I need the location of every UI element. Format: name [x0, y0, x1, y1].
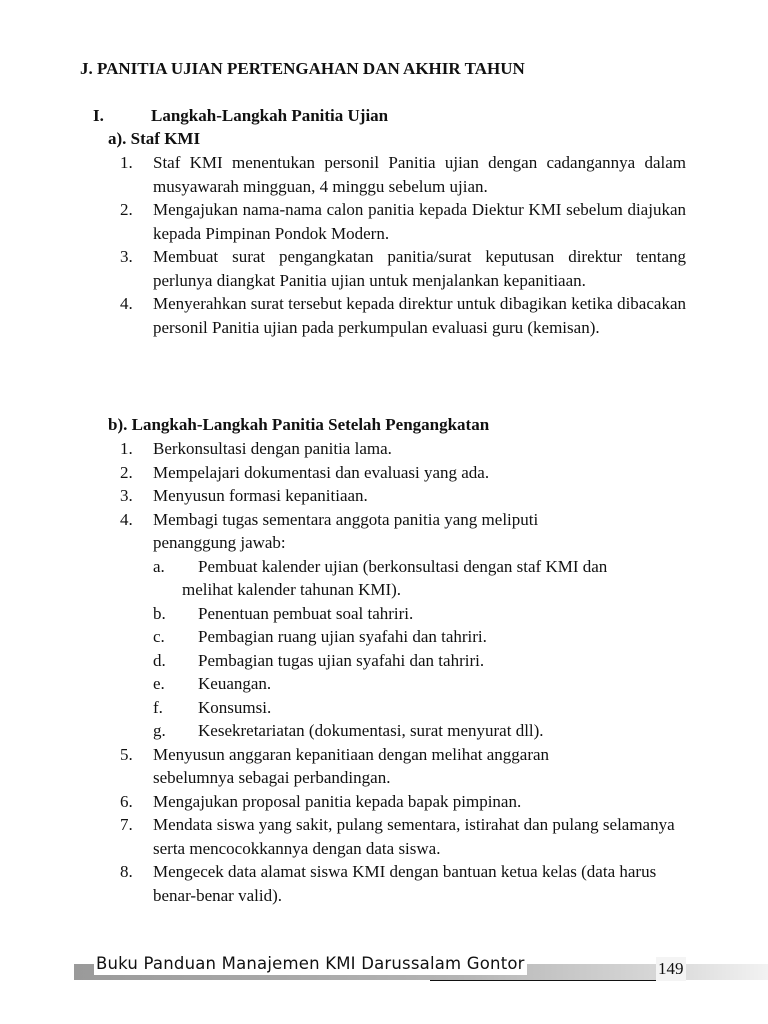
- sub-list-item: [153, 672, 686, 696]
- item-text: Menyusun anggaran kepanitiaan dengan melihat anggaran sebelumnya sebagai perbandingan.: [153, 744, 550, 787]
- part-a-heading: a). Staf KMI: [108, 129, 201, 148]
- sub-item-text: Keuangan.: [198, 674, 272, 693]
- sub-item-letter: g.: [153, 721, 166, 740]
- item-text: Berkonsultasi dengan panitia lama.: [153, 439, 392, 458]
- sub-item-letter: f.: [153, 697, 163, 717]
- section-title: J. PANITIA UJIAN PERTENGAHAN DAN AKHIR TAHUN: [80, 59, 525, 78]
- roman-numeral: I.: [93, 106, 104, 125]
- footer-rule: [430, 980, 664, 981]
- item-number: 3.: [120, 247, 133, 266]
- list-item: [120, 292, 686, 339]
- item-number: 2.: [120, 200, 133, 219]
- sub-item-letter: d.: [153, 650, 166, 670]
- item-number: 2.: [120, 462, 133, 482]
- list-item: [120, 484, 686, 508]
- sub-item-text: Pembagian ruang ujian syafahi dan tahriri.: [198, 627, 487, 646]
- sub-list-item: [153, 719, 686, 743]
- sub-item-text: Penentuan pembuat soal tahriri.: [198, 603, 414, 623]
- page-number: 149: [656, 957, 686, 981]
- sub-list-item: [153, 649, 686, 673]
- item-number: 4.: [120, 294, 133, 313]
- list-item: [120, 508, 686, 743]
- item-text: Mempelajari dokumentasi dan evaluasi yang ada.: [153, 462, 490, 482]
- item-number: 3.: [120, 486, 133, 505]
- sub-list-item: [153, 696, 686, 720]
- list-item: [120, 245, 686, 292]
- sub-item-letter: c.: [153, 627, 165, 646]
- item-text: Mengajukan nama-nama calon panitia kepada Diektur KMI sebelum diajukan kepada Pimpinan Pondok Modern.: [153, 200, 686, 243]
- list-item: [120, 743, 686, 790]
- sub-list-item: [153, 625, 686, 649]
- sub-list: [153, 555, 686, 743]
- list-item: [120, 151, 686, 198]
- part-b-list: [120, 437, 686, 907]
- sub-item-letter: e.: [153, 674, 165, 693]
- list-item: [120, 790, 686, 814]
- item-number: 8.: [120, 862, 133, 881]
- part-b-heading: b). Langkah-Langkah Panitia Setelah Pengangkatan: [108, 415, 490, 434]
- item-text: Menyusun formasi kepanitiaan.: [153, 486, 368, 505]
- list-item: [120, 860, 686, 907]
- list-item: [120, 198, 686, 245]
- part-a-list: [120, 151, 686, 339]
- item-text: Mendata siswa yang sakit, pulang sementara, istirahat dan pulang selamanya serta mencocokkannya dengan data siswa.: [153, 815, 675, 858]
- item-text: Membuat surat pengangkatan panitia/surat keputusan direktur tentang perlunya diangkat Panitia ujian untuk menjalankan kepanitiaan.: [153, 247, 686, 290]
- item-text: Mengecek data alamat siswa KMI dengan bantuan ketua kelas (data harus benar-benar valid).: [153, 862, 657, 905]
- sub-list-item: [153, 602, 686, 626]
- sub-item-text: Pembuat kalender ujian (berkonsultasi dengan staf KMI dan: [198, 556, 608, 576]
- sub-item-text: Konsumsi.: [198, 697, 272, 717]
- roman-heading-title: Langkah-Langkah Panitia Ujian: [151, 106, 389, 125]
- footer-book-title: Buku Panduan Manajemen KMI Darussalam Gontor: [96, 954, 525, 973]
- item-text: Membagi tugas sementara anggota panitia yang meliputi penanggung jawab:: [153, 509, 539, 552]
- sub-item-text-continued: melihat kalender tahunan KMI).: [182, 580, 402, 599]
- item-number: 4.: [120, 509, 133, 529]
- item-text: Staf KMI menentukan personil Panitia ujian dengan cadangannya dalam musyawarah mingguan, 4 minggu sebelum ujian.: [153, 153, 686, 196]
- list-item: [120, 461, 686, 485]
- sub-item-text: Kesekretariatan (dokumentasi, surat menyurat dll).: [198, 721, 544, 740]
- sub-item-text: Pembagian tugas ujian syafahi dan tahriri.: [198, 650, 485, 670]
- item-number: 5.: [120, 744, 133, 764]
- sub-item-letter: a.: [153, 556, 165, 576]
- list-item: [120, 813, 686, 860]
- list-item: [120, 437, 686, 461]
- item-number: 6.: [120, 791, 133, 811]
- item-number: 7.: [120, 815, 133, 834]
- sub-item-letter: b.: [153, 603, 166, 623]
- roman-heading: [93, 104, 388, 128]
- item-text: Menyerahkan surat tersebut kepada direktur untuk dibagikan ketika dibacakan personil Panitia ujian pada perkumpulan evaluasi guru (kemisan).: [153, 294, 686, 337]
- sub-list-item: [153, 555, 686, 602]
- item-text: Mengajukan proposal panitia kepada bapak pimpinan.: [153, 791, 522, 811]
- item-number: 1.: [120, 439, 133, 458]
- item-number: 1.: [120, 153, 133, 172]
